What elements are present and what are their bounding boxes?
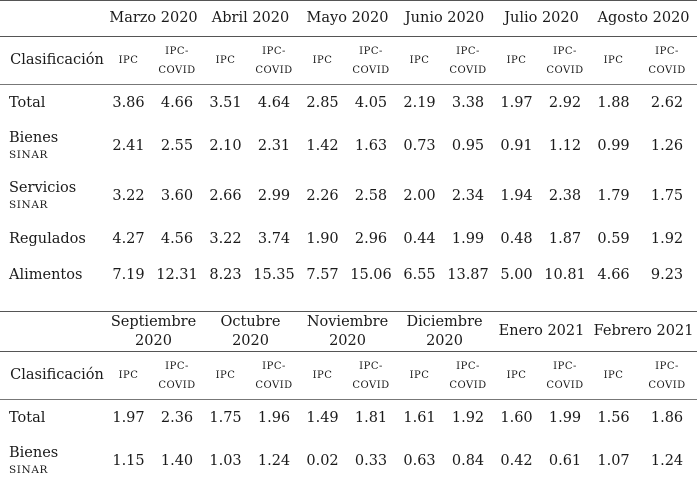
month-header-label: Junio 2020 bbox=[404, 10, 485, 26]
row-label-main: Bienes bbox=[9, 445, 59, 461]
ipc-covid-header bbox=[152, 37, 202, 85]
value-cell: 15.35 bbox=[253, 266, 295, 283]
value-cell: 1.49 bbox=[299, 400, 346, 436]
ipc-covid-line1: IPC- bbox=[165, 360, 189, 372]
ipc-covid-line2: COVID bbox=[158, 64, 196, 76]
ipc-covid-line1: IPC- bbox=[456, 360, 480, 372]
ipc-covid-line2: COVID bbox=[546, 379, 584, 391]
row-label-main: Alimentos bbox=[9, 266, 83, 283]
row-label bbox=[0, 171, 105, 221]
ipc-header: IPC bbox=[590, 352, 637, 400]
value-cell: 2.34 bbox=[451, 187, 485, 204]
value-cell: 2.85 bbox=[299, 85, 346, 121]
value-cell: 2.92 bbox=[540, 85, 590, 121]
ipc-covid-line2: COVID bbox=[449, 379, 487, 391]
ipc-header: IPC bbox=[396, 37, 443, 85]
ipc-covid-header bbox=[540, 37, 590, 85]
month-header-line1: Diciembre bbox=[406, 313, 483, 330]
value-cell: 3.60 bbox=[160, 187, 194, 204]
value-cell: 1.60 bbox=[493, 400, 540, 436]
row-label bbox=[0, 257, 105, 293]
month-header-line2: 2020 bbox=[135, 332, 172, 349]
value-cell: 0.48 bbox=[500, 230, 533, 247]
value-cell: 1.94 bbox=[500, 187, 533, 204]
value-cell: 1.75 bbox=[650, 187, 684, 204]
value-cell: 1.12 bbox=[548, 137, 582, 154]
ipc-covid-line1: IPC- bbox=[262, 45, 286, 57]
ipc-covid-line2: COVID bbox=[352, 64, 390, 76]
month-header-line1: Febrero 2021 bbox=[593, 323, 694, 339]
row-label-main: Total bbox=[9, 94, 46, 111]
header-blank bbox=[0, 312, 105, 352]
value-cell: 1.90 bbox=[306, 230, 339, 247]
value-cell: 1.56 bbox=[590, 400, 637, 436]
ipc-covid-header bbox=[637, 352, 697, 400]
value-cell: 4.56 bbox=[160, 230, 194, 247]
month-header bbox=[590, 1, 697, 37]
value-cell: 1.26 bbox=[650, 137, 684, 154]
month-header bbox=[299, 312, 396, 352]
value-cell: 12.31 bbox=[156, 266, 198, 283]
month-header bbox=[396, 1, 493, 37]
month-header-line2: 2020 bbox=[426, 332, 463, 349]
value-cell: 2.58 bbox=[354, 187, 388, 204]
ipc-covid-line1: IPC- bbox=[262, 360, 286, 372]
value-cell: 3.74 bbox=[257, 230, 291, 247]
month-header-line2: 2020 bbox=[232, 332, 269, 349]
value-cell: 1.92 bbox=[650, 230, 684, 247]
value-cell: 1.88 bbox=[590, 85, 637, 121]
month-header bbox=[493, 1, 590, 37]
ipc-covid-line1: IPC- bbox=[553, 360, 577, 372]
row-label bbox=[0, 221, 105, 257]
month-header-row bbox=[0, 1, 697, 37]
value-cell: 0.84 bbox=[451, 452, 485, 469]
value-cell: 3.22 bbox=[112, 187, 145, 204]
value-cell: 4.66 bbox=[597, 266, 630, 283]
month-header bbox=[202, 1, 299, 37]
value-cell: 4.05 bbox=[346, 85, 396, 121]
value-cell: 4.27 bbox=[112, 230, 145, 247]
ipc-covid-header bbox=[443, 37, 493, 85]
value-cell: 0.95 bbox=[451, 137, 485, 154]
value-cell: 1.24 bbox=[257, 452, 291, 469]
value-cell: 1.15 bbox=[112, 452, 145, 469]
ipc-covid-line2: COVID bbox=[648, 379, 686, 391]
row-label-main: Total bbox=[9, 409, 46, 426]
value-cell: 0.63 bbox=[403, 452, 436, 469]
ipc-covid-line2: COVID bbox=[255, 64, 293, 76]
table-row bbox=[0, 85, 697, 121]
ipc-covid-line1: IPC- bbox=[165, 45, 189, 57]
value-cell: 2.26 bbox=[306, 187, 339, 204]
month-header bbox=[493, 312, 590, 352]
month-header-line1: Septiembre bbox=[110, 313, 197, 330]
classification-header: Clasificación bbox=[0, 352, 105, 400]
ipc-header: IPC bbox=[493, 37, 540, 85]
ipc-header: IPC bbox=[299, 352, 346, 400]
ipc-header: IPC bbox=[590, 37, 637, 85]
ipc-covid-header bbox=[249, 37, 299, 85]
ipc-covid-header bbox=[346, 352, 396, 400]
classification-header: Clasificación bbox=[0, 37, 105, 85]
value-cell: 1.24 bbox=[650, 452, 684, 469]
value-cell: 7.19 bbox=[112, 266, 145, 283]
table-part-2 bbox=[0, 311, 697, 486]
month-header bbox=[105, 1, 202, 37]
table-row bbox=[0, 257, 697, 293]
ipc-covid-header bbox=[637, 37, 697, 85]
value-cell: 1.86 bbox=[637, 400, 697, 436]
ipc-header: IPC bbox=[396, 352, 443, 400]
month-header bbox=[396, 312, 493, 352]
table-row bbox=[0, 121, 697, 171]
row-label-main: Servicios bbox=[9, 180, 77, 196]
value-cell: 1.96 bbox=[249, 400, 299, 436]
ipc-covid-line2: COVID bbox=[546, 64, 584, 76]
value-cell: 0.99 bbox=[597, 137, 630, 154]
value-cell: 1.40 bbox=[160, 452, 194, 469]
value-cell: 0.73 bbox=[403, 137, 436, 154]
ipc-header: IPC bbox=[493, 352, 540, 400]
table-row bbox=[0, 436, 697, 486]
ipc-covid-line1: IPC- bbox=[359, 360, 383, 372]
value-cell: 2.38 bbox=[548, 187, 582, 204]
ipc-header: IPC bbox=[202, 352, 249, 400]
value-cell: 3.22 bbox=[209, 230, 242, 247]
value-cell: 15.06 bbox=[350, 266, 392, 283]
ipc-covid-header bbox=[540, 352, 590, 400]
table-row bbox=[0, 171, 697, 221]
value-cell: 3.38 bbox=[443, 85, 493, 121]
ipc-header: IPC bbox=[105, 352, 152, 400]
value-cell: 13.87 bbox=[447, 266, 489, 283]
ipc-header: IPC bbox=[299, 37, 346, 85]
ipc-covid-line1: IPC- bbox=[456, 45, 480, 57]
month-header-label: Marzo 2020 bbox=[109, 10, 198, 26]
value-cell: 2.55 bbox=[160, 137, 194, 154]
ipc-covid-line1: IPC- bbox=[655, 360, 679, 372]
value-cell: 2.36 bbox=[152, 400, 202, 436]
ipc-covid-header bbox=[249, 352, 299, 400]
value-cell: 2.99 bbox=[257, 187, 291, 204]
ipc-covid-line2: COVID bbox=[158, 379, 196, 391]
month-header bbox=[202, 312, 299, 352]
value-cell: 0.91 bbox=[500, 137, 533, 154]
table-row bbox=[0, 400, 697, 436]
header-blank bbox=[0, 1, 105, 37]
value-cell: 8.23 bbox=[209, 266, 242, 283]
ipc-covid-line1: IPC- bbox=[359, 45, 383, 57]
subheader-row bbox=[0, 37, 697, 85]
month-header-label: Mayo 2020 bbox=[306, 10, 389, 26]
value-cell: 0.61 bbox=[548, 452, 582, 469]
row-label-sub: SINAR bbox=[9, 149, 49, 161]
row-label bbox=[0, 436, 105, 486]
value-cell: 1.07 bbox=[597, 452, 630, 469]
value-cell: 6.55 bbox=[403, 266, 436, 283]
subheader-row bbox=[0, 352, 697, 400]
row-label-main: Bienes bbox=[9, 130, 59, 146]
month-header-line2: 2020 bbox=[329, 332, 366, 349]
value-cell: 2.96 bbox=[354, 230, 388, 247]
row-label-main: Regulados bbox=[9, 230, 86, 247]
value-cell: 1.61 bbox=[396, 400, 443, 436]
value-cell: 1.92 bbox=[443, 400, 493, 436]
value-cell: 9.23 bbox=[650, 266, 684, 283]
value-cell: 0.59 bbox=[597, 230, 630, 247]
ipc-covid-line1: IPC- bbox=[553, 45, 577, 57]
ipc-covid-header bbox=[443, 352, 493, 400]
ipc-covid-line2: COVID bbox=[648, 64, 686, 76]
ipc-covid-line2: COVID bbox=[449, 64, 487, 76]
table-row bbox=[0, 221, 697, 257]
value-cell: 2.10 bbox=[209, 137, 242, 154]
value-cell: 1.42 bbox=[306, 137, 339, 154]
value-cell: 0.42 bbox=[500, 452, 533, 469]
value-cell: 1.97 bbox=[493, 85, 540, 121]
month-header-line1: Enero 2021 bbox=[498, 323, 585, 339]
month-header bbox=[590, 312, 697, 352]
value-cell: 4.64 bbox=[249, 85, 299, 121]
row-label bbox=[0, 400, 105, 436]
ipc-header: IPC bbox=[105, 37, 152, 85]
row-label bbox=[0, 121, 105, 171]
value-cell: 1.81 bbox=[346, 400, 396, 436]
month-header-line1: Noviembre bbox=[306, 313, 389, 330]
value-cell: 2.31 bbox=[257, 137, 291, 154]
row-label-sub: SINAR bbox=[9, 464, 49, 476]
ipc-covid-header bbox=[346, 37, 396, 85]
month-header bbox=[105, 312, 202, 352]
value-cell: 1.97 bbox=[105, 400, 152, 436]
ipc-header: IPC bbox=[202, 37, 249, 85]
value-cell: 2.19 bbox=[396, 85, 443, 121]
value-cell: 4.66 bbox=[152, 85, 202, 121]
value-cell: 3.51 bbox=[202, 85, 249, 121]
ipc-covid-line1: IPC- bbox=[655, 45, 679, 57]
value-cell: 1.75 bbox=[202, 400, 249, 436]
value-cell: 2.00 bbox=[403, 187, 436, 204]
month-header-row bbox=[0, 312, 697, 352]
ipc-covid-line2: COVID bbox=[352, 379, 390, 391]
value-cell: 10.81 bbox=[544, 266, 586, 283]
value-cell: 2.66 bbox=[209, 187, 242, 204]
value-cell: 0.02 bbox=[306, 452, 339, 469]
value-cell: 2.41 bbox=[112, 137, 145, 154]
value-cell: 5.00 bbox=[500, 266, 533, 283]
row-label bbox=[0, 85, 105, 121]
row-label-sub: SINAR bbox=[9, 199, 49, 211]
ipc-covid-header bbox=[152, 352, 202, 400]
value-cell: 1.99 bbox=[540, 400, 590, 436]
value-cell: 7.57 bbox=[306, 266, 339, 283]
month-header-line1: Octubre bbox=[220, 313, 281, 330]
value-cell: 3.86 bbox=[105, 85, 152, 121]
month-header-label: Agosto 2020 bbox=[597, 10, 690, 26]
month-header bbox=[299, 1, 396, 37]
value-cell: 0.33 bbox=[354, 452, 388, 469]
value-cell: 0.44 bbox=[403, 230, 436, 247]
value-cell: 1.03 bbox=[209, 452, 242, 469]
value-cell: 2.62 bbox=[637, 85, 697, 121]
ipc-covid-line2: COVID bbox=[255, 379, 293, 391]
month-header-label: Abril 2020 bbox=[211, 10, 290, 26]
value-cell: 1.87 bbox=[548, 230, 582, 247]
month-header-label: Julio 2020 bbox=[504, 10, 579, 26]
value-cell: 1.63 bbox=[354, 137, 388, 154]
value-cell: 1.79 bbox=[597, 187, 630, 204]
value-cell: 1.99 bbox=[451, 230, 485, 247]
